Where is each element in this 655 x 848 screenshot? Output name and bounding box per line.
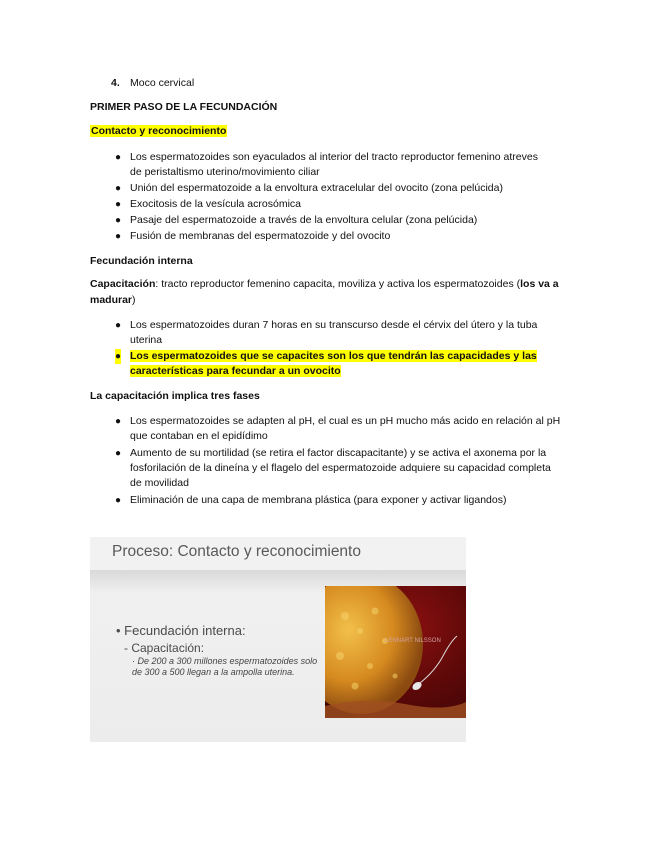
slide-bullet-level2: - Capacitación: bbox=[124, 641, 205, 655]
capacitacion-bold: los va a madurar bbox=[90, 278, 559, 306]
embedded-slide-image bbox=[90, 537, 466, 742]
slide-bullet-level1: • Fecundación interna: bbox=[116, 623, 246, 638]
subheading-highlighted: Contacto y reconocimiento bbox=[91, 125, 227, 137]
bullet-icon: ● bbox=[115, 199, 122, 210]
slide-title: Proceso: Contacto y reconocimiento bbox=[112, 543, 361, 560]
section-heading: PRIMER PASO DE LA FECUNDACIÓN bbox=[90, 101, 278, 113]
photo-watermark: LENNART NILSSON bbox=[385, 638, 441, 644]
bullet-text: Aumento de su mortilidad (se retira el factor discapacitante) y se activa el axonema por la fosforilación de la dineína y el flagelo del espermatozoide adquiere su capacidad completa de movilidad bbox=[130, 447, 551, 489]
bullet-icon: ● bbox=[115, 495, 122, 506]
bullet-text: Unión del espermatozoide a la envoltura extracelular del ovocito (zona pelúcida) bbox=[130, 182, 503, 194]
bullet-icon: ● bbox=[115, 231, 122, 242]
bullet-icon: ● bbox=[115, 416, 122, 427]
ovocyte-illustration bbox=[325, 586, 466, 718]
bullet-icon: ● bbox=[115, 320, 122, 331]
bullet-text: Eliminación de una capa de membrana plástica (para exponer y activar ligandos) bbox=[130, 494, 507, 506]
capacitacion-text: : tracto reproductor femenino capacita, moviliza y activa los espermatozoides ( bbox=[155, 278, 521, 290]
section-heading: Fecundación interna bbox=[90, 255, 193, 267]
bullet-text: Los espermatozoides duran 7 horas en su transcurso desde el cérvix del útero y la tuba uterina bbox=[130, 319, 538, 346]
bullet-icon: ● bbox=[115, 448, 122, 459]
capacitacion-label: Capacitación bbox=[90, 278, 156, 290]
section-heading: La capacitación implica tres fases bbox=[90, 390, 260, 402]
bullet-icon: ● bbox=[115, 215, 122, 226]
capacitacion-paragraph bbox=[90, 276, 560, 308]
bullet-icon: ● bbox=[115, 351, 122, 362]
bullet-icon: ● bbox=[115, 183, 122, 194]
capacitacion-close: ) bbox=[132, 294, 136, 306]
bullet-icon: ● bbox=[115, 152, 122, 163]
bullet-text: Los espermatozoides que se capacites son los que tendrán las capacidades y las características para fecundar a un ovocito bbox=[130, 350, 537, 377]
slide-bullet-level3: · De 200 a 300 millones espermatozoides solo de 300 a 500 llegan a la ampolla uterina. bbox=[132, 656, 318, 677]
bullet-text: Fusión de membranas del espermatozoide y del ovocito bbox=[130, 230, 391, 242]
bullet-text: Los espermatozoides se adapten al pH, el cual es un pH mucho más acido en relación al pH que contaban en el epidídimo bbox=[130, 415, 561, 442]
list-item-label: Moco cervical bbox=[130, 77, 195, 89]
list-number: 4. bbox=[111, 77, 120, 89]
bullet-text: Los espermatozoides son eyaculados al interior del tracto reproductor femenino atreves de peristaltismo uterino/movimiento ciliar bbox=[130, 151, 538, 178]
egg-and-sperm-photo bbox=[325, 586, 466, 718]
bullet-text: Exocitosis de la vesícula acrosómica bbox=[130, 198, 301, 210]
bullet-text: Pasaje del espermatozoide a través de la envoltura celular (zona pelúcida) bbox=[130, 214, 478, 226]
